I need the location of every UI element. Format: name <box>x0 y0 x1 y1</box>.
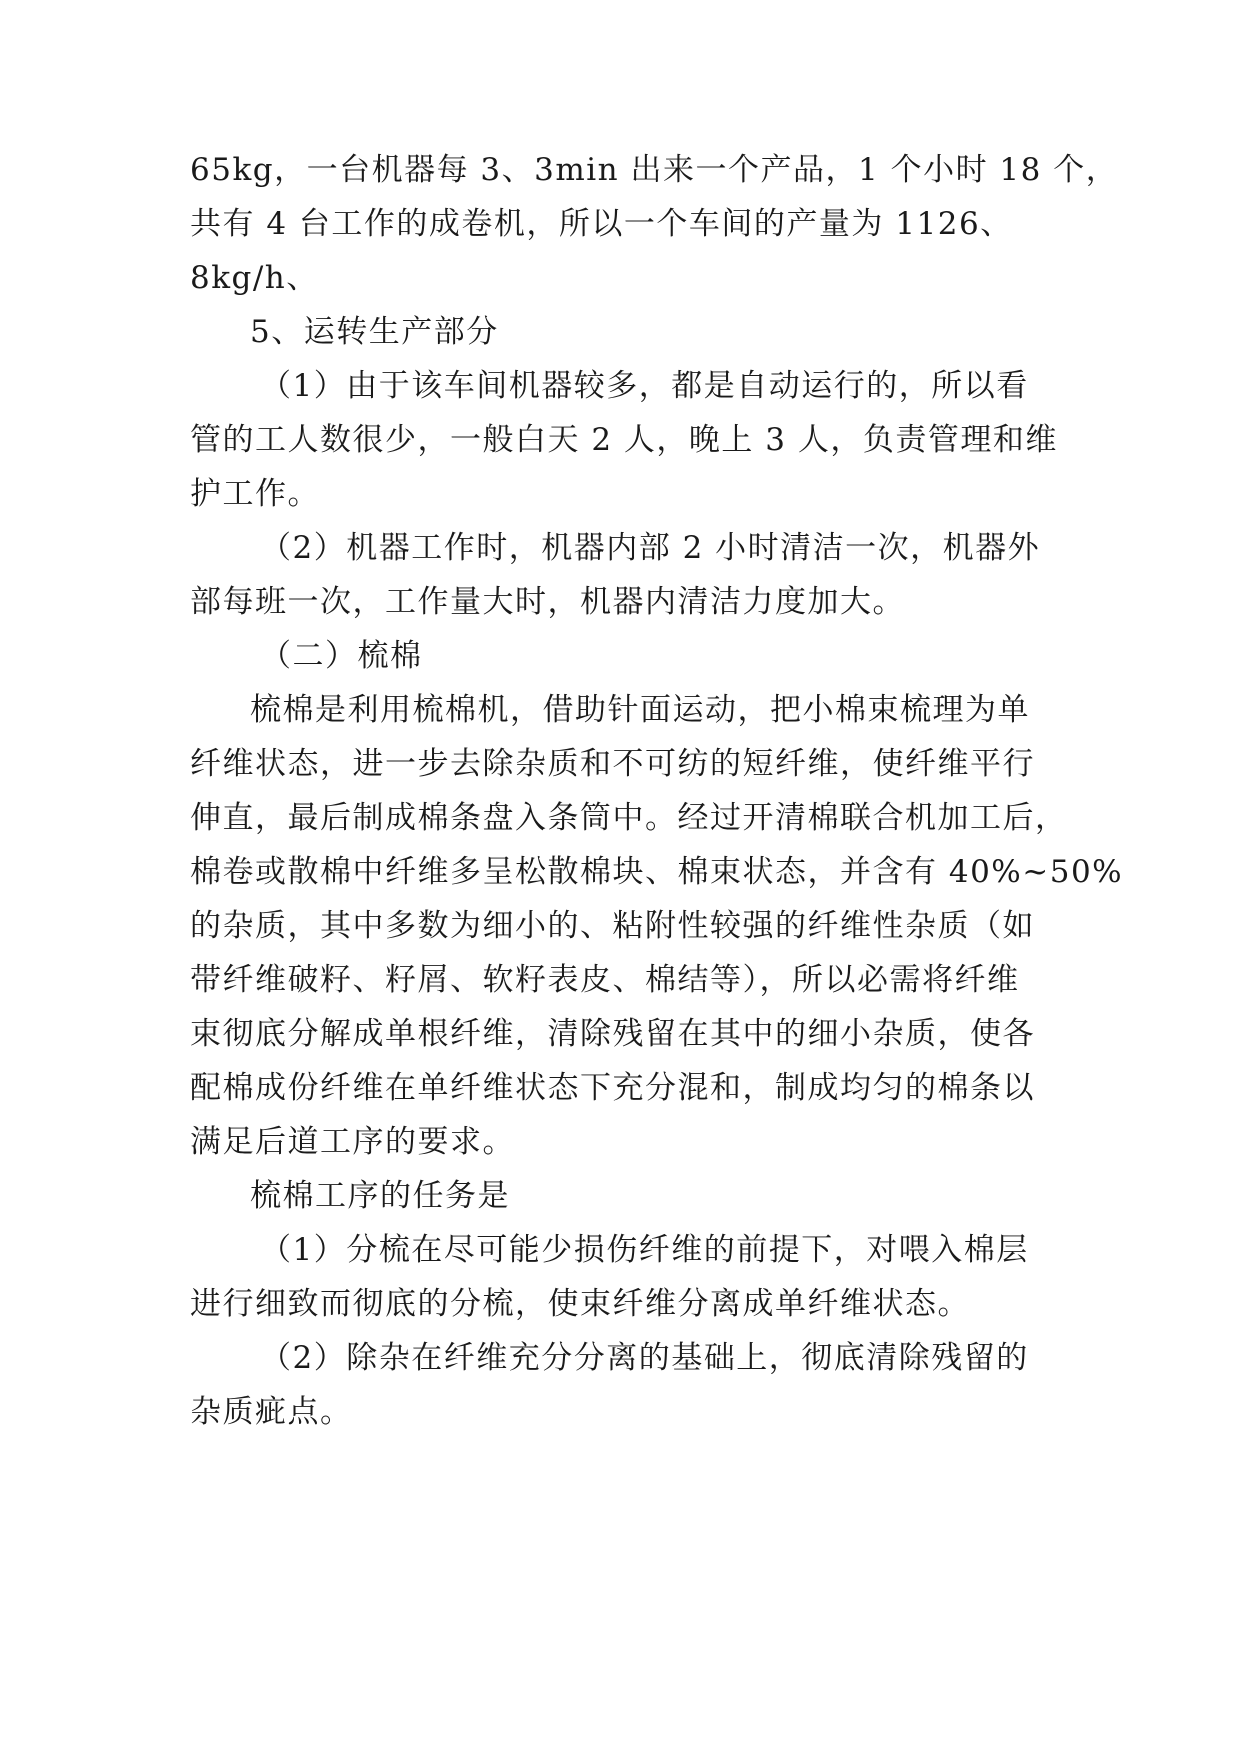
text-line: 伸直，最后制成棉条盘入条筒中。经过开清棉联合机加工后， <box>190 800 1068 836</box>
text-line: （2）机器工作时，机器内部 2 小时清洁一次，机器外 <box>260 530 1041 566</box>
text-line: 纤维状态，进一步去除杂质和不可纺的短纤维，使纤维平行 <box>190 746 1035 782</box>
text-line: 管的工人数很少，一般白天 2 人，晚上 3 人，负责管理和维 <box>190 422 1058 458</box>
text-line: （1）由于该车间机器较多，都是自动运行的，所以看 <box>260 368 1029 404</box>
section-heading: （二）梳棉 <box>260 638 423 674</box>
text-line: 束彻底分解成单根纤维，清除残留在其中的细小杂质，使各 <box>190 1016 1035 1052</box>
text-line: 进行细致而彻底的分梳，使束纤维分离成单纤维状态。 <box>190 1286 970 1322</box>
text-line: （1）分梳在尽可能少损伤纤维的前提下，对喂入棉层 <box>260 1232 1029 1268</box>
text-line: （2）除杂在纤维充分分离的基础上，彻底清除残留的 <box>260 1340 1029 1376</box>
text-line: 共有 4 台工作的成卷机，所以一个车间的产量为 1126、 <box>190 206 1013 242</box>
text-line: 杂质疵点。 <box>190 1394 353 1430</box>
text-line: 的杂质，其中多数为细小的、粘附性较强的纤维性杂质（如 <box>190 908 1035 944</box>
text-line: 护工作。 <box>190 476 320 512</box>
text-line: 部每班一次，工作量大时，机器内清洁力度加大。 <box>190 584 905 620</box>
text-line: 8kg/h、 <box>190 260 319 296</box>
text-line: 满足后道工序的要求。 <box>190 1124 515 1160</box>
section-heading: 梳棉工序的任务是 <box>250 1178 510 1214</box>
text-line: 梳棉是利用梳棉机，借助针面运动，把小棉束梳理为单 <box>250 692 1030 728</box>
text-line: 带纤维破籽、籽屑、软籽表皮、棉结等），所以必需将纤维 <box>190 962 1020 998</box>
text-line: 棉卷或散棉中纤维多呈松散棉块、棉束状态，并含有 40%~50% <box>190 854 1124 890</box>
text-line: 65kg，一台机器每 3、3min 出来一个产品，1 个小时 18 个， <box>190 152 1119 188</box>
text-line: 配棉成份纤维在单纤维状态下充分混和，制成均匀的棉条以 <box>190 1070 1035 1106</box>
section-heading: 5、运转生产部分 <box>250 314 499 350</box>
